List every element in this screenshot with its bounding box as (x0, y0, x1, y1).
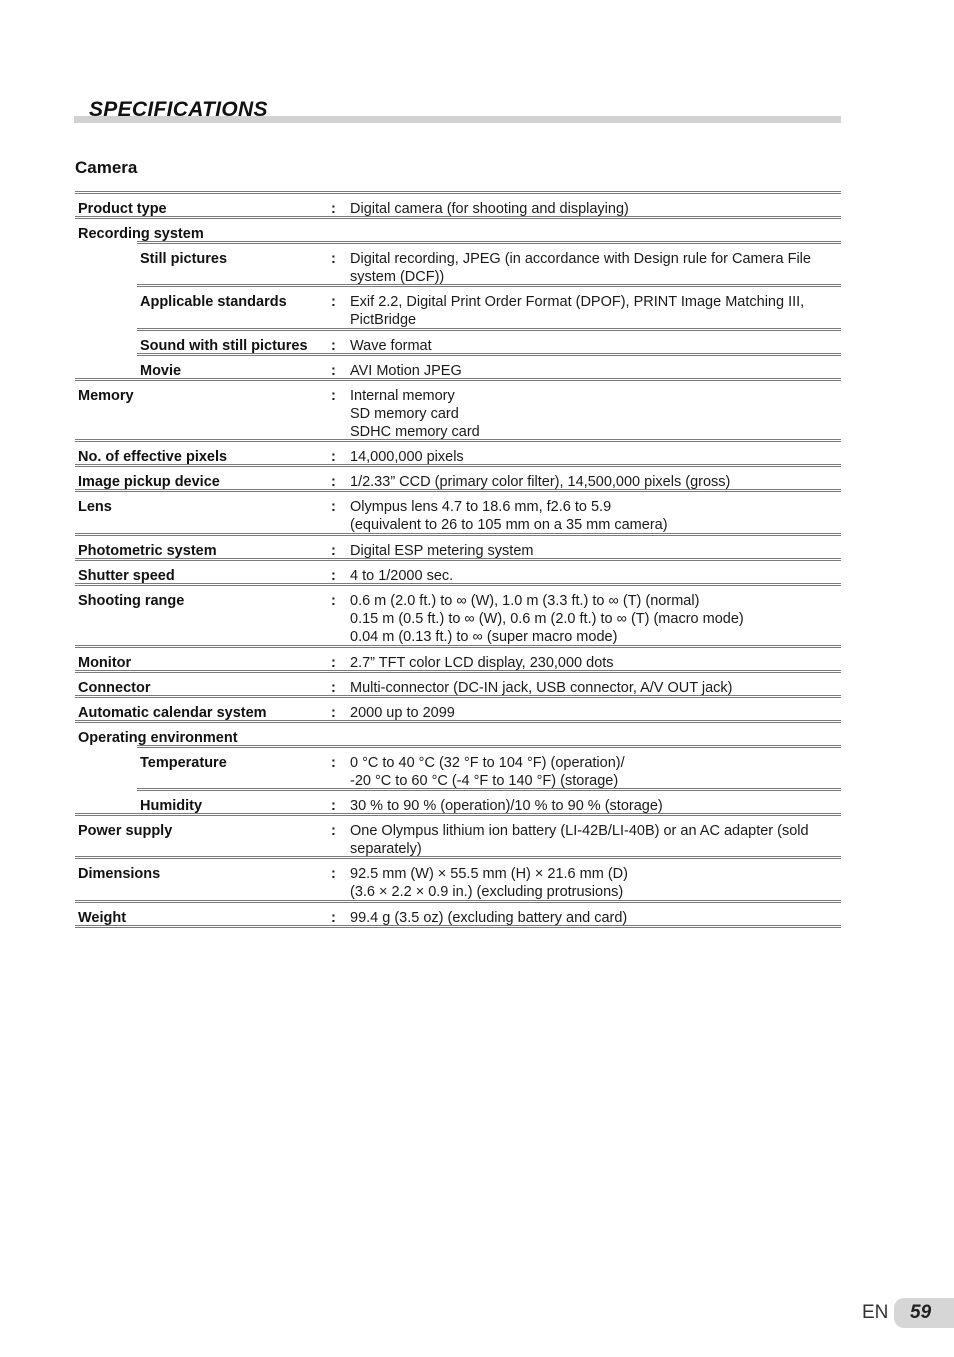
spec-value-line: 0.15 m (0.5 ft.) to ∞ (W), 0.6 m (2.0 ft.) to ∞ (T) (macro mode) (350, 611, 744, 627)
spec-row (75, 586, 841, 648)
spec-value-line: 99.4 g (3.5 oz) (excluding battery and card) (350, 910, 628, 926)
spec-value (350, 754, 837, 790)
spec-value-line: 92.5 mm (W) × 55.5 mm (H) × 21.6 mm (D) (350, 866, 628, 882)
spec-value-line: SD memory card (350, 406, 459, 422)
spec-separator: : (331, 705, 336, 721)
spec-row (75, 287, 841, 331)
spec-value-line: Olympus lens 4.7 to 18.6 mm, f2.6 to 5.9 (350, 499, 612, 515)
page-number: 59 (910, 1302, 932, 1323)
spec-row (75, 816, 841, 859)
specifications-header (74, 98, 841, 126)
spec-separator: : (331, 474, 336, 490)
spec-value-line: Exif 2.2, Digital Print Order Format (DPOF), PRINT Image Matching III, PictBridge (350, 294, 805, 328)
spec-separator: : (331, 568, 336, 584)
spec-value-line: AVI Motion JPEG (350, 363, 462, 379)
spec-separator: : (331, 798, 336, 814)
spec-value-line: SDHC memory card (350, 424, 480, 440)
spec-label: Movie (140, 363, 182, 379)
spec-value (350, 822, 837, 858)
spec-value-line: 0 °C to 40 °C (32 °F to 104 °F) (operation)/ (350, 755, 625, 771)
spec-row (75, 903, 841, 928)
spec-row (75, 673, 841, 698)
spec-value-line: 2000 up to 2099 (350, 705, 455, 721)
spec-separator: : (331, 363, 336, 379)
spec-value-line: 0.04 m (0.13 ft.) to ∞ (super macro mode) (350, 629, 618, 645)
spec-label: Applicable standards (140, 294, 287, 310)
spec-row (75, 698, 841, 723)
page-footer (862, 1298, 954, 1328)
spec-value-line: Digital recording, JPEG (in accordance with Design rule for Camera File system (DCF)) (350, 251, 811, 285)
spec-value (350, 865, 837, 901)
section-heading-camera: Camera (75, 158, 138, 177)
spec-separator: : (331, 449, 336, 465)
spec-value-line: 0.6 m (2.0 ft.) to ∞ (W), 1.0 m (3.3 ft.) to ∞ (T) (normal) (350, 593, 700, 609)
spec-separator: : (331, 294, 336, 310)
spec-label: Lens (78, 499, 112, 515)
spec-label: Temperature (140, 755, 227, 771)
spec-separator: : (331, 910, 336, 926)
spec-row (75, 442, 841, 467)
spec-value-line: (equivalent to 26 to 105 mm on a 35 mm camera) (350, 517, 668, 533)
spec-value-line: 4 to 1/2000 sec. (350, 568, 454, 584)
spec-value (350, 498, 837, 534)
spec-label: No. of effective pixels (78, 449, 228, 465)
spec-value (350, 293, 837, 329)
spec-value-line: -20 °C to 60 °C (-4 °F to 140 °F) (storage) (350, 773, 619, 789)
spec-row (75, 859, 841, 903)
spec-value-line: 30 % to 90 % (operation)/10 % to 90 % (storage) (350, 798, 663, 814)
spec-value-line: One Olympus lithium ion battery (LI-42B/LI-40B) or an AC adapter (sold separately) (350, 823, 809, 857)
spec-label: Weight (78, 910, 127, 926)
spec-value (350, 592, 837, 646)
spec-separator: : (331, 655, 336, 671)
spec-label: Humidity (140, 798, 203, 814)
spec-value-line: 2.7” TFT color LCD display, 230,000 dots (350, 655, 614, 671)
spec-label: Image pickup device (78, 474, 220, 490)
spec-separator: : (331, 755, 336, 771)
spec-label: Power supply (78, 823, 173, 839)
spec-label: Photometric system (78, 543, 217, 559)
spec-label: Product type (78, 201, 167, 217)
spec-value-line: Multi-connector (DC-IN jack, USB connector, A/V OUT jack) (350, 680, 733, 696)
spec-label: Dimensions (78, 866, 161, 882)
spec-label: Connector (78, 680, 151, 696)
language-code: EN (862, 1302, 889, 1323)
spec-label: Automatic calendar system (78, 705, 267, 721)
spec-value (350, 250, 837, 286)
spec-row (75, 561, 841, 586)
spec-label: Recording system (78, 226, 204, 242)
spec-label: Shooting range (78, 593, 185, 609)
spec-row (75, 244, 841, 287)
page-number-tab (894, 1298, 954, 1328)
spec-row (75, 791, 841, 816)
spec-row (75, 219, 841, 244)
spec-value-line: Wave format (350, 338, 432, 354)
spec-row (75, 356, 841, 381)
spec-separator: : (331, 593, 336, 609)
spec-value-line: Internal memory (350, 388, 455, 404)
spec-value-line: Digital ESP metering system (350, 543, 534, 559)
spec-separator: : (331, 823, 336, 839)
spec-separator: : (331, 499, 336, 515)
spec-row (75, 492, 841, 536)
spec-label: Shutter speed (78, 568, 175, 584)
spec-row (75, 748, 841, 791)
spec-label: Memory (78, 388, 134, 404)
spec-separator: : (331, 543, 336, 559)
page-title: SPECIFICATIONS (89, 98, 268, 121)
spec-row (75, 194, 841, 219)
spec-row (75, 648, 841, 673)
spec-value (350, 387, 837, 441)
spec-row (75, 536, 841, 561)
spec-separator: : (331, 201, 336, 217)
spec-separator: : (331, 388, 336, 404)
spec-separator: : (331, 866, 336, 882)
row-divider (75, 925, 841, 928)
spec-row (75, 381, 841, 442)
spec-value-line: 1/2.33” CCD (primary color filter), 14,500,000 pixels (gross) (350, 474, 731, 490)
spec-separator: : (331, 680, 336, 696)
specifications-table (75, 191, 841, 928)
spec-label: Sound with still pictures (140, 338, 308, 354)
spec-row (75, 331, 841, 356)
spec-value-line: Digital camera (for shooting and displaying) (350, 201, 629, 217)
spec-value-line: (3.6 × 2.2 × 0.9 in.) (excluding protrusions) (350, 884, 624, 900)
spec-row (75, 723, 841, 748)
spec-value-line: 14,000,000 pixels (350, 449, 464, 465)
spec-label: Still pictures (140, 251, 228, 267)
spec-separator: : (331, 338, 336, 354)
spec-row (75, 467, 841, 492)
spec-label: Operating environment (78, 730, 238, 746)
spec-label: Monitor (78, 655, 132, 671)
spec-separator: : (331, 251, 336, 267)
